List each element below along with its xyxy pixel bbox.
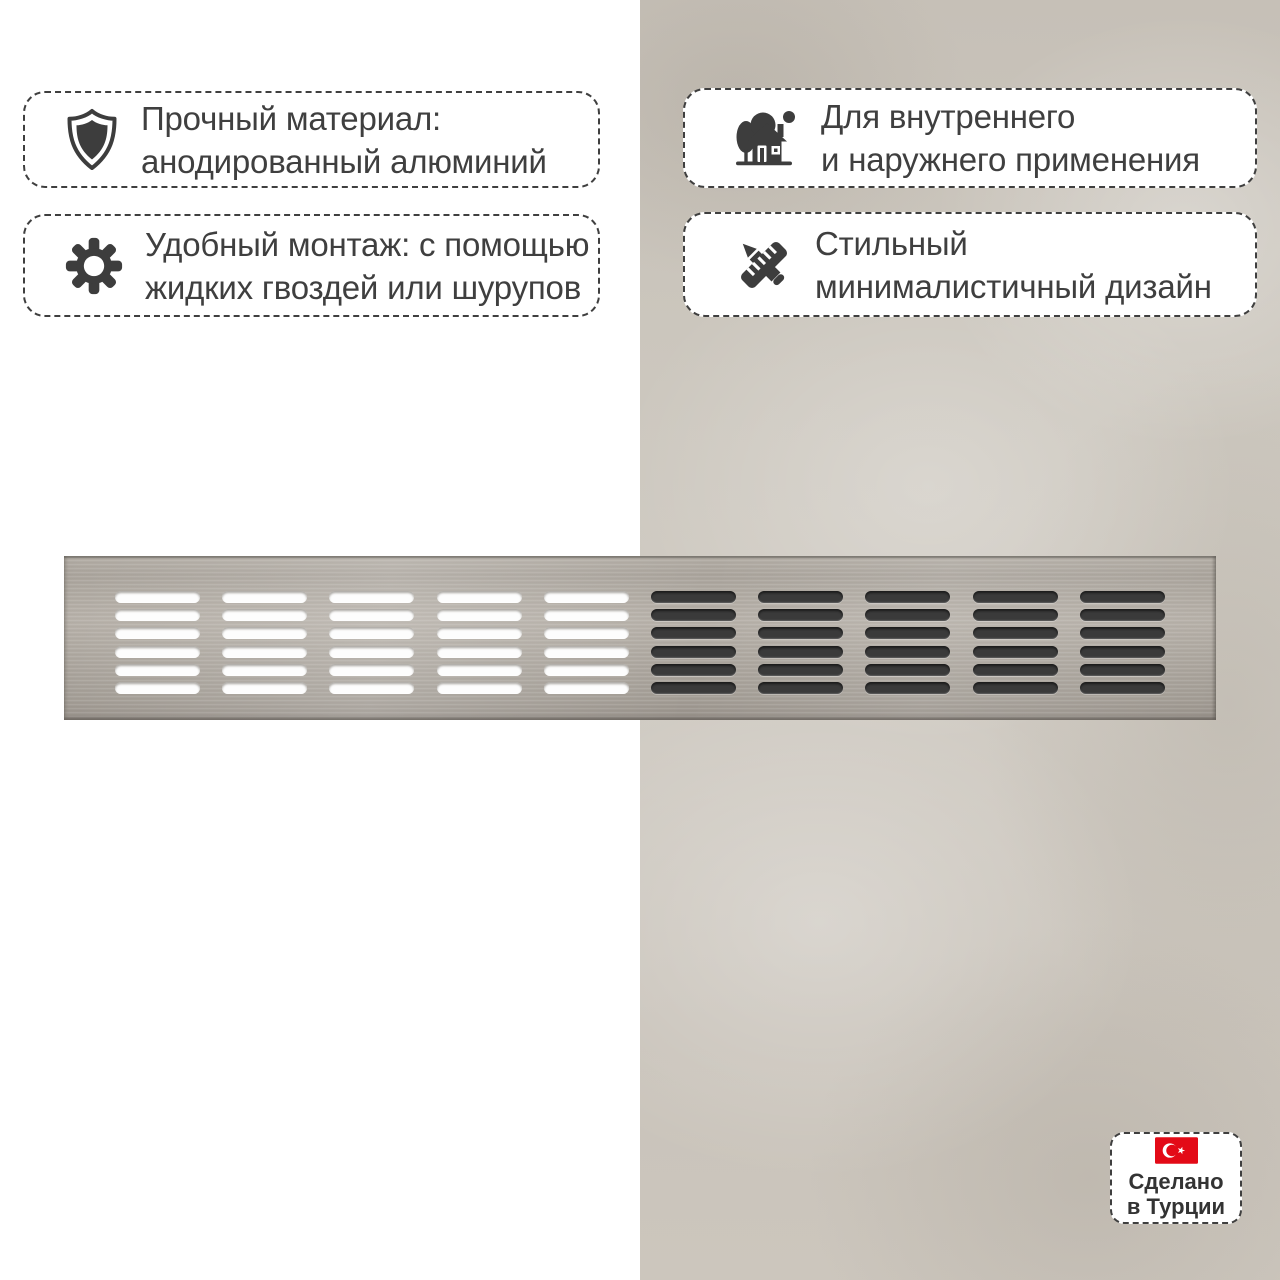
grille-slot	[544, 646, 629, 658]
grille-slot	[437, 609, 522, 621]
grille-slot	[758, 609, 843, 621]
feature-line: жидких гвоздей или шурупов	[145, 268, 582, 306]
grille-slot	[115, 664, 200, 676]
grille-slot	[329, 609, 414, 621]
grille-slot	[437, 664, 522, 676]
grille-slot	[222, 664, 307, 676]
pencil-ruler-icon	[733, 234, 795, 296]
grille-slot	[544, 627, 629, 639]
house-outdoor-icon	[735, 107, 801, 169]
feature-card-design	[683, 212, 1257, 317]
feature-card-mounting	[23, 214, 600, 317]
grille-slot	[222, 627, 307, 639]
grille-slot	[329, 664, 414, 676]
grille-slot	[437, 591, 522, 603]
grille-slot	[1080, 609, 1165, 621]
grille-slot	[651, 627, 736, 639]
grille-slot	[222, 682, 307, 694]
grille-slot	[973, 646, 1058, 658]
grille-slot	[651, 591, 736, 603]
ventilation-grille-product	[64, 556, 1216, 720]
grille-slot	[329, 682, 414, 694]
grille-slot	[115, 646, 200, 658]
grille-slot	[865, 646, 950, 658]
grille-slot	[973, 664, 1058, 676]
grille-slot	[222, 609, 307, 621]
grille-slot	[865, 664, 950, 676]
grille-slot	[329, 627, 414, 639]
grille-slot	[544, 591, 629, 603]
feature-line: Прочный материал:	[141, 99, 442, 137]
grille-slot	[865, 609, 950, 621]
grille-slot	[865, 682, 950, 694]
feature-line: анодированный алюминий	[141, 142, 547, 180]
grille-slot	[973, 609, 1058, 621]
grille-slot	[758, 627, 843, 639]
gear-icon	[63, 235, 125, 297]
grille-slot	[544, 609, 629, 621]
grille-slot	[437, 627, 522, 639]
grille-slot	[865, 591, 950, 603]
grille-slot	[651, 646, 736, 658]
grille-slot	[651, 664, 736, 676]
grille-slot	[222, 591, 307, 603]
made-in-line: в Турции	[1126, 1194, 1226, 1219]
feature-text-material	[141, 97, 547, 183]
grille-slot	[437, 682, 522, 694]
feature-line: Удобный монтаж: с помощью	[145, 225, 590, 263]
feature-card-material	[23, 91, 600, 188]
grille-slot	[329, 646, 414, 658]
grille-slot	[758, 591, 843, 603]
grille-slot	[865, 627, 950, 639]
grille-slot	[115, 627, 200, 639]
grille-slot	[1080, 646, 1165, 658]
feature-line: Для внутреннего	[821, 98, 1076, 135]
made-in-turkey-badge	[1110, 1132, 1242, 1224]
grille-slot	[329, 591, 414, 603]
grille-slot	[973, 627, 1058, 639]
grille-slot	[115, 609, 200, 621]
grille-slot	[758, 682, 843, 694]
feature-text-design	[815, 222, 1212, 308]
grille-slot	[115, 591, 200, 603]
grille-slot	[973, 591, 1058, 603]
made-in-line: Сделано	[1128, 1169, 1224, 1194]
grille-slot	[758, 664, 843, 676]
feature-card-application	[683, 88, 1257, 188]
grille-slot	[544, 664, 629, 676]
grille-slot	[973, 682, 1058, 694]
feature-line: Стильный	[815, 224, 968, 262]
feature-line: минималистичный дизайн	[815, 267, 1212, 305]
grille-slot	[437, 646, 522, 658]
feature-text-application	[821, 95, 1200, 181]
grille-slot	[115, 682, 200, 694]
shield-icon	[63, 108, 121, 172]
grille-slot	[758, 646, 843, 658]
grille-slot	[1080, 591, 1165, 603]
grille-slot	[651, 682, 736, 694]
turkey-flag-icon	[1155, 1137, 1198, 1164]
grille-slot	[1080, 627, 1165, 639]
feature-line: и наружнего применения	[821, 141, 1200, 178]
grille-slot	[222, 646, 307, 658]
grille-slot	[1080, 664, 1165, 676]
grille-slot	[544, 682, 629, 694]
grille-slot	[1080, 682, 1165, 694]
feature-text-mounting	[145, 223, 589, 309]
grille-slot	[651, 609, 736, 621]
